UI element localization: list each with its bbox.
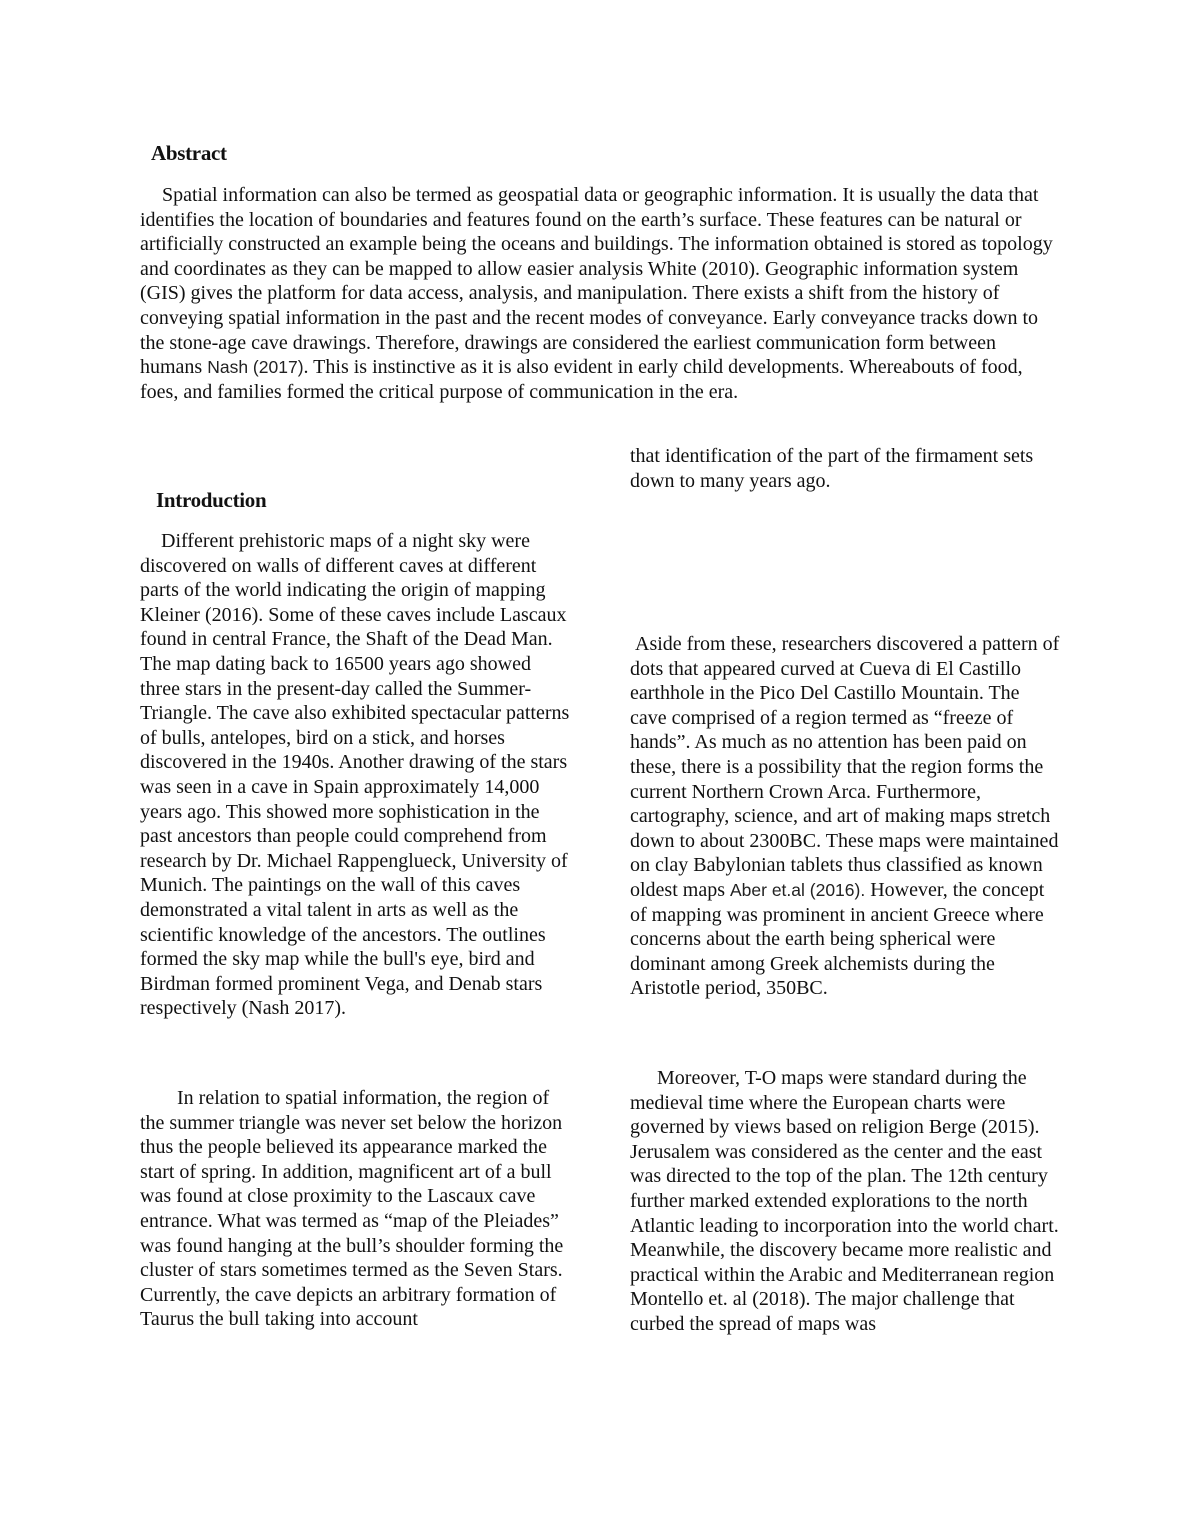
intro-paragraph-2-text: In relation to spatial information, the region of the summer triangle was never set below the horizon thus the people believed its appearance marked the start of spring. In addition, magnificent art of a bull was found at close proximity to the Lascaux cave entrance. What was termed as “map of the Pleiades” was found hanging at the bull’s shoulder forming the cluster of stars sometimes termed as the Seven Stars. Currently, the cave depicts an arbitrary formation of Taurus the bull taking into account [140,1087,564,1331]
abstract-paragraph [140,183,1060,404]
intro-paragraph-2 [140,1086,570,1332]
intro-paragraph-4 [630,1066,1060,1337]
intro-paragraph-3-text-part1: Aside from these, researchers discovered a pattern of dots that appeared curved at Cueva di El Castillo earthhole in the Pico Del Castillo Mountain. The cave comprised of a region termed as “freeze of hands”. As much as no attention has been paid on these, there is a possibility that the region forms the current Northern Crown Arca. Furthermore, cartography, science, and art of making maps stretch down to about 2300BC. These maps were maintained on clay Babylonian tablets thus classified as known oldest maps [630,633,1060,901]
introduction-heading: Introduction [156,488,267,512]
intro-paragraph-4-text: Moreover, T-O maps were standard during the medieval time where the European charts were governed by views based on religion Berge (2015). Jerusalem was considered as the center and the east was directed to the top of the plan. The 12th century further marked extended explorations to the north Atlantic leading to incorporation into the world chart. Meanwhile, the discovery became more realistic and practical within the Arabic and Mediterranean region Montello et. al (2018). The major challenge that curbed the spread of maps was [630,1067,1059,1335]
abstract-text-part1: Spatial information can also be termed as geospatial data or geographic information. It is usually the data that identifies the location of boundaries and features found on the earth’s surface. These features can be natural or artificially constructed an example being the oceans and buildings. The information obtained is stored as topology and coordinates as they can be mapped to allow easier analysis White (2010). Geographic information system (GIS) gives the platform for data access, analysis, and manipulation. There exists a shift from the history of conveying spatial information in the past and the recent modes of conveyance. Early conveyance tracks down to the stone-age cave drawings. Therefore, drawings are considered the earliest communication form between humans [140,184,1053,379]
intro-paragraph-1 [140,529,570,1021]
intro-paragraph-2-continued-text: that identification of the part of the firmament sets down to many years ago. [630,445,1034,492]
intro-paragraph-3-citation: Aber et.al (2016). [730,879,866,900]
intro-paragraph-3 [630,632,1060,1001]
abstract-heading: Abstract [151,141,227,165]
intro-paragraph-1-text: Different prehistoric maps of a night sky were discovered on walls of different caves at different parts of the world indicating the origin of mapping Kleiner (2016). Some of these caves include Lascaux found in central France, the Shaft of the Dead Man. The map dating back to 16500 years ago showed three stars in the present-day called the Summer-Triangle. The cave also exhibited spectacular patterns of bulls, antelopes, bird on a stick, and horses discovered in the 1940s. Another drawing of the stars was seen in a cave in Spain approximately 14,000 years ago. This showed more sophistication in the past ancestors than people could comprehend from research by Dr. Michael Rappenglueck, University of Munich. The paintings on the wall of this caves demonstrated a vital talent in arts as well as the scientific knowledge of the ancestors. The outlines formed the sky map while the bull's eye, bird and Birdman formed prominent Vega, and Denab stars respectively (Nash 2017). [140,530,570,1020]
abstract-citation: Nash (2017) [207,357,304,378]
intro-paragraph-3-text-part2: However, the concept of mapping was prominent in ancient Greece where concerns about the earth being spherical were dominant among Greek alchemists during the Aristotle period, 350BC. [630,878,1045,1000]
intro-paragraph-2-continued [630,444,1060,493]
abstract-text-part2: . This is instinctive as it is also evident in early child developments. Whereabouts of food, foes, and families formed the critical purpose of communication in the era. [140,356,1023,403]
